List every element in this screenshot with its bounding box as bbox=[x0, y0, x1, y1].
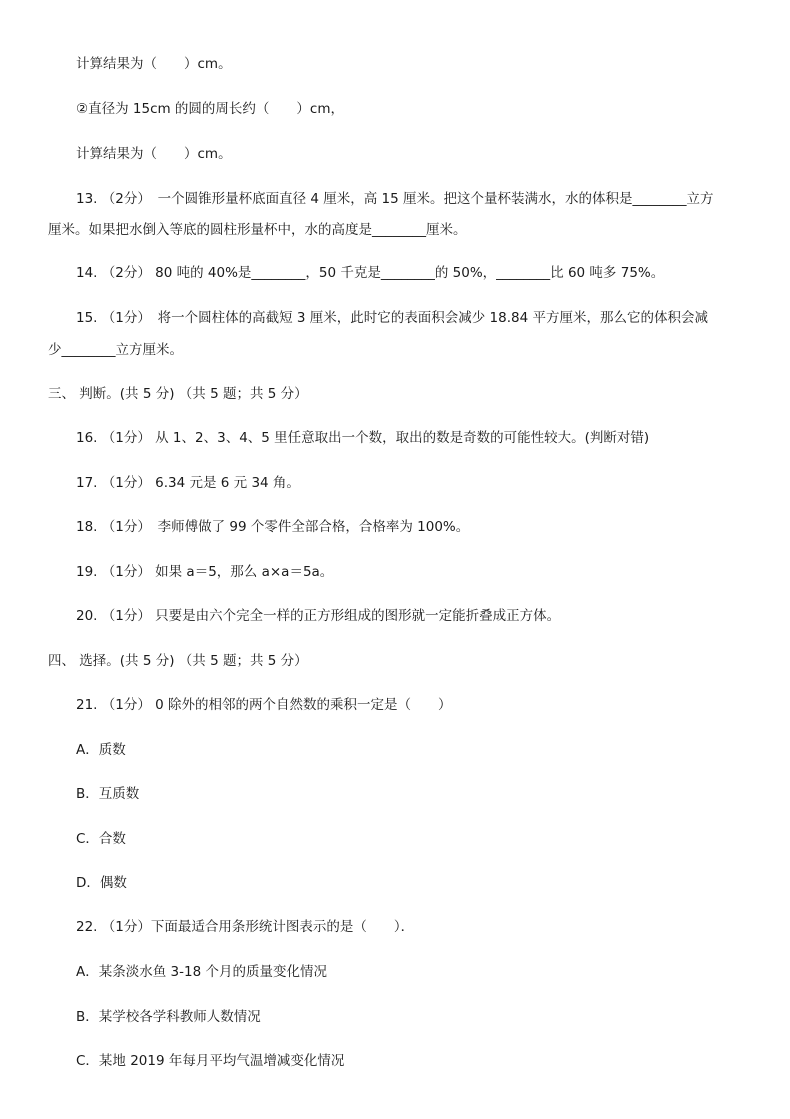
question-21-option-b: B．互质数 bbox=[76, 786, 140, 802]
question-14: 14. （2分） 80 吨的 40%是________，50 千克是________的 50%，________比 60 吨多 75%。 bbox=[76, 265, 665, 281]
question-22-option-c: C．某地 2019 年每月平均气温增减变化情况 bbox=[76, 1053, 345, 1069]
question-19: 19. （1分） 如果 a＝5，那么 a×a＝5a。 bbox=[76, 564, 334, 580]
question-15-line2: 少________立方厘米。 bbox=[48, 342, 183, 358]
question-22-option-b: B．某学校各学科教师人数情况 bbox=[76, 1009, 261, 1025]
question-21-option-d: D．偶数 bbox=[76, 875, 127, 891]
question-22-option-a: A．某条淡水鱼 3-18 个月的质量变化情况 bbox=[76, 964, 327, 980]
question-20: 20. （1分） 只要是由六个完全一样的正方形组成的图形就一定能折叠成正方体。 bbox=[76, 608, 561, 624]
question-21: 21. （1分） 0 除外的相邻的两个自然数的乘积一定是（ ） bbox=[76, 697, 452, 713]
q12-part2-result-line: 计算结果为（ ）cm。 bbox=[76, 146, 232, 162]
question-15-line1: 15. （1分） 将一个圆柱体的高截短 3 厘米，此时它的表面积会减少 18.84 平方厘米，那么它的体积会减 bbox=[76, 310, 709, 326]
question-21-option-a: A．质数 bbox=[76, 742, 126, 758]
question-21-option-c: C．合数 bbox=[76, 831, 126, 847]
question-17: 17. （1分） 6.34 元是 6 元 34 角。 bbox=[76, 475, 300, 491]
question-22: 22. （1分）下面最适合用条形统计图表示的是（ ）． bbox=[76, 919, 415, 935]
question-18: 18. （1分） 李师傅做了 99 个零件全部合格，合格率为 100%。 bbox=[76, 519, 470, 535]
question-13-line1: 13. （2分） 一个圆锥形量杯底面直径 4 厘米，高 15 厘米。把这个量杯装满水，水的体积是________立方 bbox=[76, 191, 714, 207]
question-13-line2: 厘米。如果把水倒入等底的圆柱形量杯中，水的高度是________厘米。 bbox=[48, 222, 467, 238]
q12-part2-line: ②直径为 15cm 的圆的周长约（ ）cm， bbox=[76, 101, 345, 117]
q12-part1-result-line: 计算结果为（ ）cm。 bbox=[76, 56, 232, 72]
section-3-heading: 三、 判断。(共 5 分) （共 5 题；共 5 分） bbox=[48, 386, 308, 402]
section-4-heading: 四、 选择。(共 5 分) （共 5 题；共 5 分） bbox=[48, 653, 308, 669]
question-16: 16. （1分） 从 1、2、3、4、5 里任意取出一个数，取出的数是奇数的可能性较大。(判断对错) bbox=[76, 430, 650, 446]
